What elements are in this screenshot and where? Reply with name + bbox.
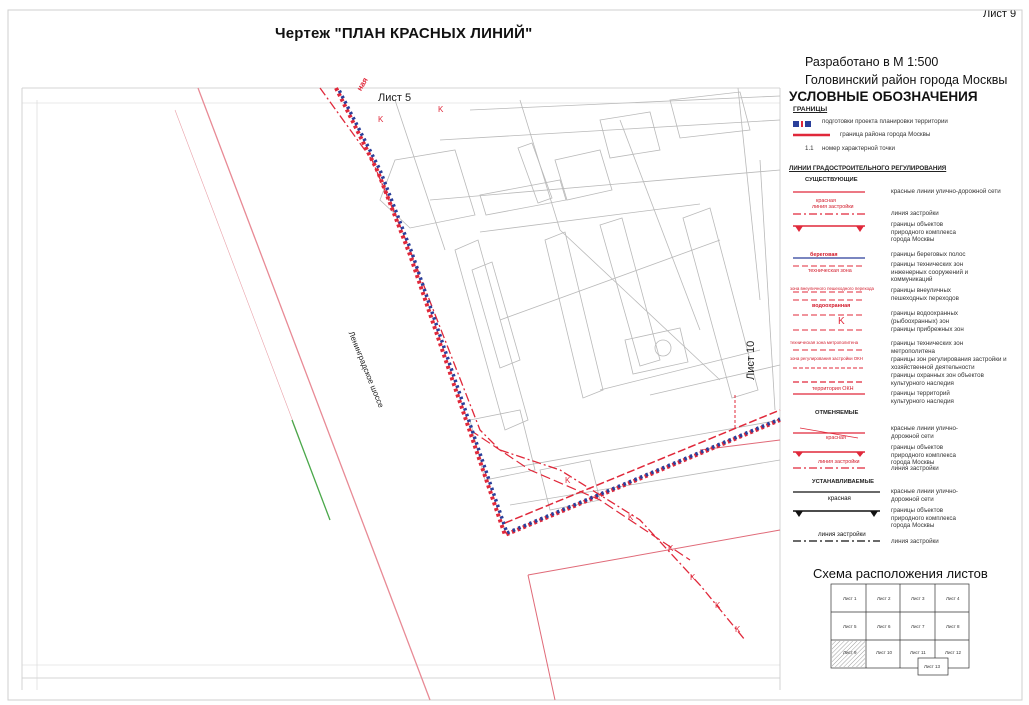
sheet-scheme-title: Схема расположения листов bbox=[813, 566, 988, 581]
legend-cancelled-1: границы объектов природного комплекса города Москвы bbox=[891, 444, 956, 467]
sheet-number: Лист 9 bbox=[983, 8, 1017, 20]
legend-existing-0: красные линии улично-дорожной сети bbox=[891, 188, 1001, 195]
legend-sym-regulation: зона регулирования застройки ОКН bbox=[790, 356, 863, 361]
legend-established-2: линия застройки bbox=[891, 538, 939, 545]
svg-text:K: K bbox=[690, 573, 696, 582]
scheme-cell-13: Лист 13 bbox=[924, 664, 941, 669]
legend-cancelled-0: красные линии улично-дорожной сети bbox=[891, 425, 958, 440]
legend-existing-6: границы водоохранных (рыбоохранных) зон bbox=[891, 310, 959, 325]
legend-existing-10: границы охранных зон объектов культурного наследия bbox=[891, 372, 984, 387]
legend-sym-metro: техническая зона метрополитена bbox=[790, 340, 859, 345]
legend-regulation-heading: ЛИНИИ ГРАДОСТРОИТЕЛЬНОГО РЕГУЛИРОВАНИЯ bbox=[789, 165, 947, 172]
legend-cancelled-sym-building: линия застройки bbox=[818, 459, 860, 465]
legend-established-1: границы объектов природного комплекса города Москвы bbox=[891, 507, 956, 530]
legend-sym-red: красная bbox=[816, 198, 836, 204]
svg-text:K: K bbox=[378, 115, 384, 124]
scheme-cell-9: Лист 9 bbox=[843, 650, 857, 655]
corner-fragment: ная bbox=[355, 75, 370, 93]
legend-sym-building: линия застройки bbox=[812, 204, 854, 210]
legend-established-heading: УСТАНАВЛИВАЕМЫЕ bbox=[812, 479, 874, 485]
drawing-title: Чертеж "ПЛАН КРАСНЫХ ЛИНИЙ" bbox=[275, 25, 533, 42]
scheme-cell-4: Лист 4 bbox=[946, 596, 960, 601]
legend-existing-9: границы зон регулирования застройки и хозяйственной деятельности bbox=[891, 356, 1007, 371]
legend-existing-11: границы территорий культурного наследия bbox=[891, 390, 954, 405]
legend-existing-5: границы внеуличных пешеходных переходов bbox=[891, 287, 959, 302]
svg-text:K: K bbox=[565, 476, 571, 485]
neighbor-sheet-top: Лист 5 bbox=[378, 92, 412, 104]
scheme-cell-1: Лист 1 bbox=[843, 596, 857, 601]
legend-existing-1: линия застройки bbox=[891, 210, 939, 217]
legend-sym-shore: береговая bbox=[810, 252, 838, 258]
legend-title: УСЛОВНЫЕ ОБОЗНАЧЕНИЯ bbox=[789, 89, 978, 104]
scheme-cell-3: Лист 3 bbox=[911, 596, 925, 601]
scheme-cell-7: Лист 7 bbox=[911, 624, 925, 629]
svg-text:K: K bbox=[735, 625, 741, 634]
legend-point-symbol: 1.1 bbox=[805, 145, 814, 152]
scheme-cell-10: Лист 10 bbox=[876, 650, 893, 655]
legend-established-sym-red: красная bbox=[828, 495, 851, 502]
legend-sym-techzone: техническая зона bbox=[808, 268, 852, 274]
legend-existing-8: границы технических зон метрополитена bbox=[891, 340, 964, 355]
scheme-cell-8: Лист 8 bbox=[946, 624, 960, 629]
scale-line-1: Разработано в М 1:500 bbox=[805, 55, 939, 69]
legend-existing-2: границы объектов природного комплекса города Москвы bbox=[891, 221, 956, 244]
legend-boundaries-heading: ГРАНИЦЫ bbox=[793, 106, 828, 113]
legend-cancelled-2: линия застройки bbox=[891, 465, 939, 472]
legend-boundary-point: номер характерной точки bbox=[822, 145, 895, 152]
street-label: Ленинградское шоссе bbox=[346, 330, 386, 409]
svg-text:K: K bbox=[628, 513, 634, 522]
scheme-cell-5: Лист 5 bbox=[843, 624, 857, 629]
legend-established-sym-building: линия застройки bbox=[818, 531, 866, 538]
scheme-cell-12: Лист 12 bbox=[945, 650, 962, 655]
legend-existing-4: границы технических зон инженерных сооружений и коммуникаций bbox=[891, 261, 969, 284]
scheme-cell-11: Лист 11 bbox=[910, 650, 926, 655]
legend-established-0: красные линии улично-дорожной сети bbox=[891, 488, 958, 503]
neighbor-sheet-right: Лист 10 bbox=[745, 340, 757, 380]
legend-sym-water: водоохранная bbox=[812, 303, 851, 309]
legend-existing-7: границы прибрежных зон bbox=[891, 326, 964, 333]
legend-sym-pedestrian: зона внеуличного пешеходного перехода bbox=[790, 286, 874, 291]
scale-line-2: Головинский район города Москвы bbox=[805, 73, 1008, 87]
svg-text:K: K bbox=[838, 316, 845, 327]
svg-text:K: K bbox=[715, 601, 721, 610]
legend-cancelled-heading: ОТМЕНЯЕМЫЕ bbox=[815, 410, 859, 416]
svg-text:K: K bbox=[668, 544, 674, 553]
svg-text:K: K bbox=[438, 105, 444, 114]
scheme-cell-6: Лист 6 bbox=[877, 624, 891, 629]
legend-boundary-project: подготовки проекта планировки территории bbox=[822, 118, 948, 125]
legend-sym-heritage: территория ОКН bbox=[812, 386, 854, 392]
legend-existing-3: границы береговых полос bbox=[891, 251, 966, 258]
legend-existing-heading: СУЩЕСТВУЮЩИЕ bbox=[805, 177, 858, 183]
legend-cancelled-sym-red: красная bbox=[826, 435, 846, 441]
legend-boundary-district: граница района города Москвы bbox=[840, 131, 931, 138]
scheme-cell-2: Лист 2 bbox=[877, 596, 891, 601]
